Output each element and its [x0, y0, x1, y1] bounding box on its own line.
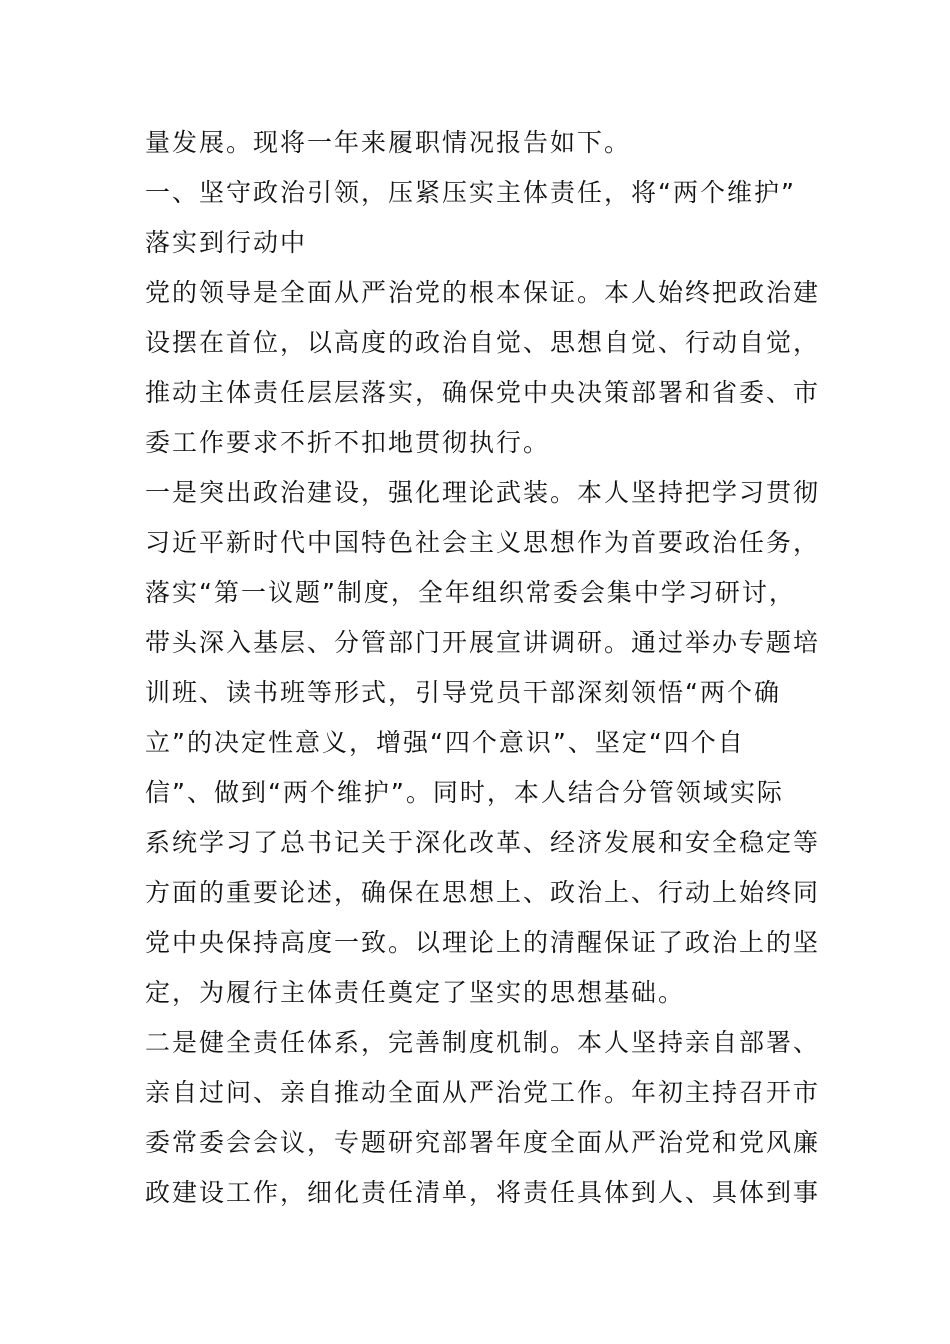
text-line: 一是突出政治建设，强化理论武装。本人坚持把学习贯彻 [145, 478, 821, 507]
text-line: 系统学习了总书记关于深化改革、经济发展和安全稳定等 [145, 828, 821, 857]
text-line: 一、坚守政治引领，压紧压实主体责任，将“两个维护” [145, 178, 796, 207]
text-line: 带头深入基层、分管部门开展宣讲调研。通过举办专题培 [145, 628, 821, 657]
text-line: 落实“第一议题”制度，全年组织常委会集中学习研讨， [145, 578, 796, 607]
text-line: 信”、做到“两个维护”。同时，本人结合分管领域实际 [145, 778, 784, 807]
text-line: 亲自过问、亲自推动全面从严治党工作。年初主持召开市 [145, 1078, 821, 1107]
text-line: 定，为履行主体责任奠定了坚实的思想基础。 [145, 978, 686, 1007]
text-line: 设摆在首位，以高度的政治自觉、思想自觉、行动自觉， [145, 328, 821, 357]
text-line: 委常委会会议，专题研究部署年度全面从严治党和党风廉 [145, 1128, 821, 1157]
text-line: 二是健全责任体系，完善制度机制。本人坚持亲自部署、 [145, 1028, 821, 1057]
text-line: 方面的重要论述，确保在思想上、政治上、行动上始终同 [145, 878, 821, 907]
text-line: 党的领导是全面从严治党的根本保证。本人始终把政治建 [145, 278, 821, 307]
text-line: 推动主体责任层层落实，确保党中央决策部署和省委、市 [145, 378, 821, 407]
text-line: 党中央保持高度一致。以理论上的清醒保证了政治上的坚 [145, 928, 821, 957]
text-line: 立”的决定性意义，增强“四个意识”、坚定“四个自 [145, 728, 745, 757]
text-line: 量发展。现将一年来履职情况报告如下。 [145, 128, 632, 157]
text-line: 委工作要求不折不扣地贯彻执行。 [145, 428, 551, 457]
text-line: 训班、读书班等形式，引导党员干部深刻领悟“两个确 [145, 678, 781, 707]
document-body [145, 118, 825, 1218]
text-line: 落实到行动中 [145, 228, 308, 257]
text-line: 习近平新时代中国特色社会主义思想作为首要政治任务， [145, 528, 821, 557]
text-line: 政建设工作，细化责任清单，将责任具体到人、具体到事 [145, 1178, 821, 1207]
